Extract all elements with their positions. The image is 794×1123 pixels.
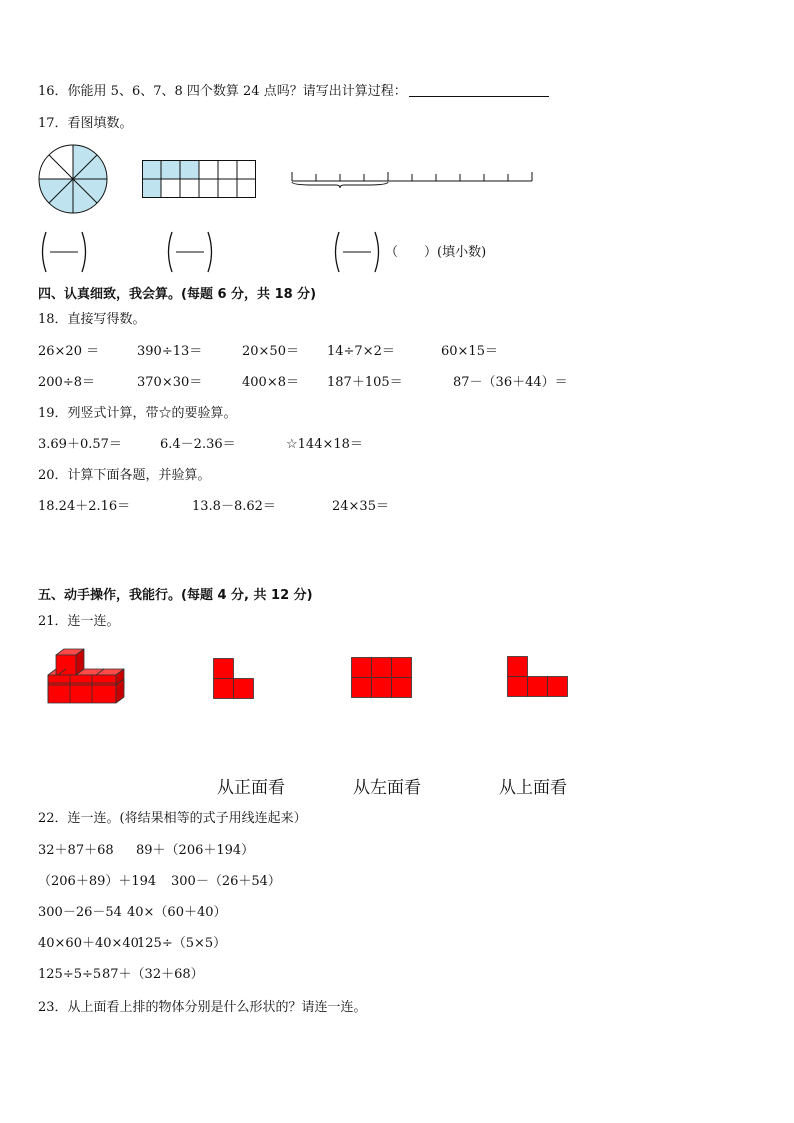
- question-21-title: 21．连一连。: [38, 614, 120, 629]
- question-16-text: 16．你能用 5、6、7、8 四个数算 24 点吗？请写出计算过程：: [38, 84, 407, 99]
- q18-item: 87－（36＋44）＝: [453, 375, 568, 390]
- cube-stack-3d: [46, 647, 128, 707]
- question-18-title: 18．直接写得数。: [38, 312, 146, 327]
- section-5-title: 五、动手操作，我能行。(每题 4 分, 共 12 分): [38, 588, 313, 603]
- fraction-circle: [38, 144, 108, 214]
- q18-item: 187＋105＝: [327, 375, 403, 390]
- fraction-answer-1[interactable]: [38, 230, 90, 274]
- q18-item: 20×50＝: [242, 344, 299, 359]
- view-label-left: 从左面看: [353, 778, 421, 798]
- q20-item: 13.8－8.62＝: [192, 499, 276, 514]
- q18-item: 200÷8＝: [38, 375, 95, 390]
- q22-right-expr[interactable]: 40×（60＋40）: [127, 905, 227, 920]
- q22-left-expr[interactable]: 40×60＋40×40: [38, 936, 139, 951]
- q22-right-expr[interactable]: 89＋（206＋194）: [136, 843, 255, 858]
- shape-l-wide: [507, 656, 569, 698]
- q19-item: 3.69＋0.57＝: [38, 437, 122, 452]
- view-label-top: 从上面看: [499, 778, 567, 798]
- q19-item: ☆144×18＝: [286, 437, 363, 452]
- view-label-front: 从正面看: [217, 778, 285, 798]
- q22-left-expr[interactable]: （206＋89）＋194: [38, 874, 157, 889]
- number-line-brace: [292, 182, 388, 188]
- q18-item: 390÷13＝: [137, 344, 203, 359]
- q22-left-expr[interactable]: 300－26－54: [38, 905, 122, 920]
- q18-item: 370×30＝: [137, 375, 203, 390]
- q18-item: 14÷7×2＝: [327, 344, 395, 359]
- q22-left-expr[interactable]: 32＋87＋68: [38, 843, 114, 858]
- q18-item: 60×15＝: [441, 344, 498, 359]
- question-23-title: 23．从上面看上排的物体分别是什么形状的？请连一连。: [38, 1000, 367, 1015]
- question-19-title: 19．列竖式计算，带☆的要验算。: [38, 406, 237, 421]
- decimal-answer-blank[interactable]: （ ）(填小数): [385, 245, 487, 260]
- question-20-title: 20．计算下面各题，并验算。: [38, 468, 211, 483]
- shape-l-small: [213, 658, 255, 700]
- q20-item: 18.24＋2.16＝: [38, 499, 131, 514]
- section-4-title: 四、认真细致，我会算。(每题 6 分，共 18 分): [38, 287, 317, 302]
- answer-blank[interactable]: [409, 84, 549, 97]
- fraction-answer-3[interactable]: [331, 230, 383, 274]
- question-16: [38, 84, 549, 100]
- q22-right-expr[interactable]: 300－（26＋54）: [171, 874, 281, 889]
- q22-right-expr[interactable]: 125÷（5×5）: [137, 936, 227, 951]
- q18-item: 26×20 ＝: [38, 344, 100, 359]
- fraction-grid: [142, 160, 256, 198]
- q19-item: 6.4－2.36＝: [160, 437, 236, 452]
- fraction-answer-2[interactable]: [164, 230, 216, 274]
- q20-item: 24×35＝: [332, 499, 389, 514]
- q22-right-expr[interactable]: 87＋（32＋68）: [102, 967, 204, 982]
- shape-rectangle-2x3: [351, 657, 413, 699]
- question-22-title: 22．连一连。(将结果相等的式子用线连起来）: [38, 811, 307, 826]
- number-line: [290, 168, 534, 190]
- question-17-title: 17．看图填数。: [38, 116, 133, 131]
- q18-item: 400×8＝: [242, 375, 299, 390]
- q22-left-expr[interactable]: 125÷5÷5: [38, 967, 102, 982]
